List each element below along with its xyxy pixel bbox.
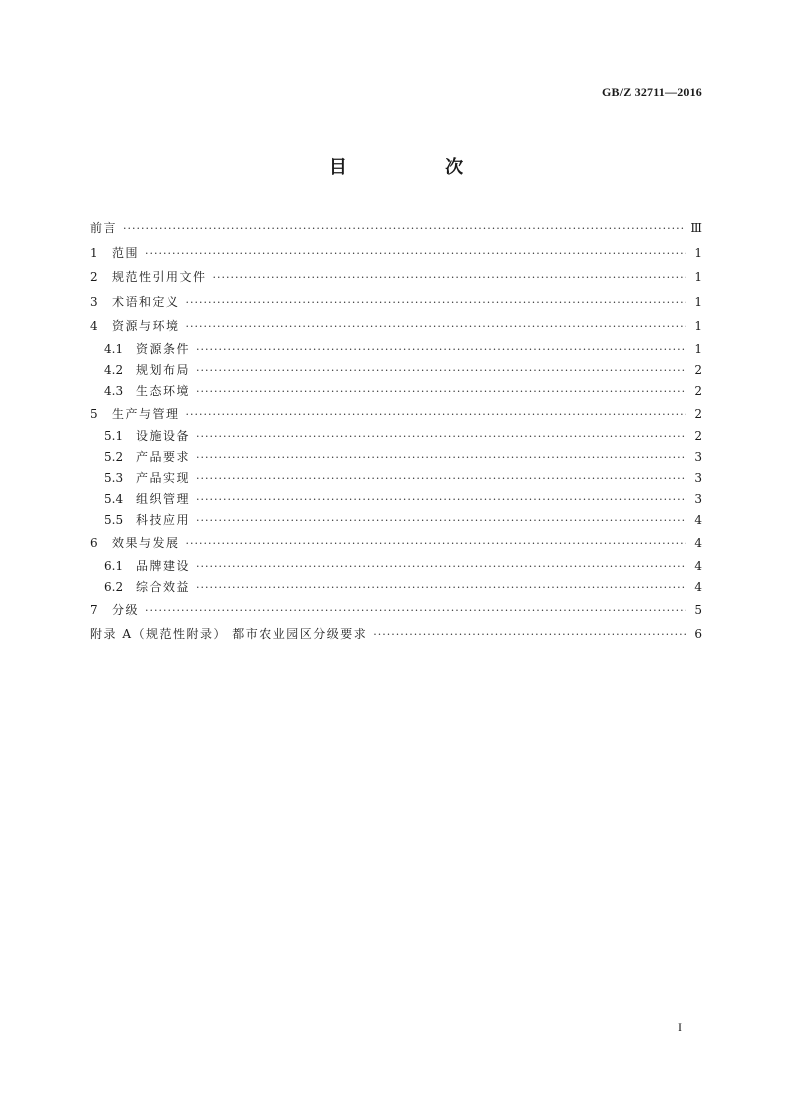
toc-entry[interactable] — [90, 360, 702, 381]
toc-entry-page: 2 — [694, 383, 702, 398]
toc-entry-number: 5.4 — [104, 492, 124, 506]
toc-entry[interactable] — [90, 556, 702, 577]
toc-entry-page: 1 — [694, 294, 702, 309]
toc-entry-label: 产品实现 — [136, 471, 191, 485]
toc-entry-number: 4.3 — [104, 383, 124, 398]
toc-leader-dots — [196, 556, 686, 577]
toc-entry-label: 效果与发展 — [112, 536, 180, 550]
toc-entry-label: 科技应用 — [136, 513, 191, 527]
toc-entry[interactable] — [90, 510, 702, 531]
toc-leader-dots — [196, 360, 686, 381]
toc-entry[interactable] — [90, 216, 702, 241]
toc-entry-page: 1 — [694, 319, 702, 333]
toc-entry-number: 3 — [90, 294, 98, 309]
toc-entry-label: 规划布局 — [136, 362, 191, 377]
toc-entry-number: 5 — [90, 406, 98, 421]
toc-entry-page: 3 — [694, 492, 702, 506]
toc-entry-page: 4 — [694, 536, 702, 550]
toc-leader-dots — [196, 577, 686, 598]
toc-entry-label: 品牌建设 — [136, 558, 191, 573]
toc-entry-number: 2 — [90, 270, 98, 284]
toc-entry-number: 6 — [90, 536, 98, 550]
toc-entry[interactable] — [90, 402, 702, 427]
toc-entry-number: 6.2 — [104, 579, 124, 594]
toc-entry-label: 前言 — [90, 221, 118, 235]
page-title: 目 次 — [328, 157, 510, 178]
toc-leader-dots — [186, 315, 686, 340]
toc-entry-label: 生态环境 — [136, 383, 191, 398]
toc-entry-page: 1 — [694, 341, 702, 356]
toc-leader-dots — [196, 339, 686, 360]
toc-entry-number: 4.2 — [104, 362, 124, 377]
toc-entry-label: 资源条件 — [136, 341, 191, 356]
toc-leader-dots — [196, 510, 686, 531]
toc-leader-dots — [196, 426, 686, 447]
toc-entry-page: 4 — [694, 579, 702, 594]
toc-entry-page: 4 — [694, 513, 702, 527]
toc-entry-page: 1 — [694, 245, 702, 260]
toc-leader-dots — [186, 291, 686, 316]
toc-entry-label: 分级 — [112, 602, 140, 617]
table-of-contents — [90, 216, 702, 647]
toc-entry-number: 5.3 — [104, 471, 124, 485]
toc-entry-number: 5.1 — [104, 429, 124, 443]
toc-leader-dots — [373, 623, 686, 648]
toc-leader-dots — [196, 447, 686, 468]
toc-entry[interactable] — [90, 468, 702, 489]
footer-page-number: I — [678, 1020, 682, 1034]
toc-leader-dots — [186, 403, 686, 428]
toc-entry-label: 综合效益 — [136, 579, 191, 594]
toc-entry-page: 6 — [694, 627, 702, 641]
toc-entry[interactable] — [90, 426, 702, 447]
toc-entry-label: 生产与管理 — [112, 406, 180, 421]
standard-code: GB/Z 32711—2016 — [601, 85, 702, 99]
toc-leader-dots — [145, 242, 686, 267]
toc-entry-label: 附录 A（规范性附录） 都市农业园区分级要求 — [90, 627, 368, 641]
toc-entry[interactable] — [90, 531, 702, 556]
toc-leader-dots — [123, 217, 684, 242]
toc-entry-page: 4 — [694, 558, 702, 573]
toc-leader-dots — [186, 532, 686, 557]
toc-entry[interactable] — [90, 265, 702, 290]
toc-entry-number: 1 — [90, 245, 98, 260]
toc-entry[interactable] — [90, 577, 702, 598]
toc-leader-dots — [196, 468, 686, 489]
toc-entry-number: 4 — [90, 319, 98, 333]
toc-entry-label: 资源与环境 — [112, 319, 180, 333]
toc-entry-page: 3 — [694, 471, 702, 485]
toc-entry-page: 3 — [694, 450, 702, 464]
toc-entry-number: 5.2 — [104, 450, 124, 464]
toc-leader-dots — [196, 381, 686, 402]
toc-entry-number: 4.1 — [104, 341, 124, 356]
toc-entry-label: 范围 — [112, 245, 140, 260]
toc-entry[interactable] — [90, 489, 702, 510]
toc-entry-page: Ⅲ — [690, 221, 702, 235]
toc-entry[interactable] — [90, 241, 702, 266]
toc-entry[interactable] — [90, 598, 702, 623]
toc-entry-page: 2 — [694, 406, 702, 421]
toc-leader-dots — [196, 489, 686, 510]
toc-entry-label: 设施设备 — [136, 429, 191, 443]
toc-entry-page: 2 — [694, 429, 702, 443]
toc-entry[interactable] — [90, 290, 702, 315]
toc-entry-number: 7 — [90, 602, 98, 617]
toc-entry-label: 规范性引用文件 — [112, 270, 207, 284]
toc-entry-page: 2 — [694, 362, 702, 377]
toc-entry-page: 5 — [694, 602, 702, 617]
toc-leader-dots — [145, 599, 686, 624]
toc-entry[interactable] — [90, 622, 702, 647]
toc-entry[interactable] — [90, 447, 702, 468]
toc-entry-number: 6.1 — [104, 558, 124, 573]
toc-entry-label: 产品要求 — [136, 450, 191, 464]
toc-leader-dots — [213, 266, 686, 291]
toc-entry-label: 术语和定义 — [112, 294, 180, 309]
toc-entry-label: 组织管理 — [136, 492, 191, 506]
toc-entry[interactable] — [90, 381, 702, 402]
toc-entry-page: 1 — [694, 270, 702, 284]
toc-entry-number: 5.5 — [104, 513, 124, 527]
toc-entry[interactable] — [90, 339, 702, 360]
toc-entry[interactable] — [90, 314, 702, 339]
